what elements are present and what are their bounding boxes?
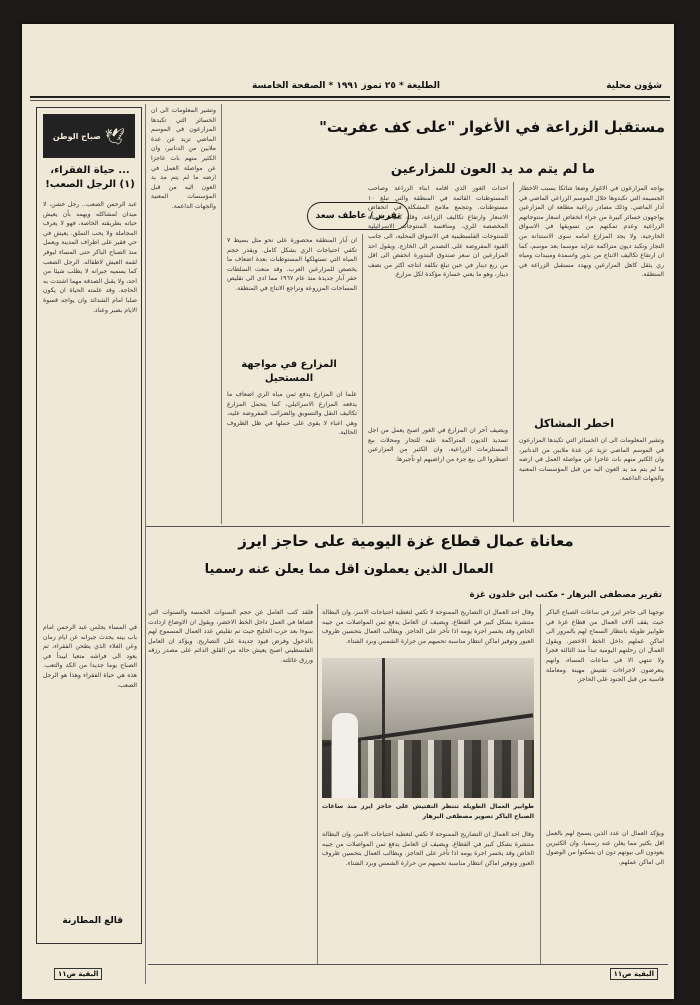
column-separator	[513, 182, 514, 522]
header-rule-thin	[30, 100, 670, 101]
columnist-logo	[43, 114, 135, 158]
story1-column-3: ان آبار المنطقة محصورة على نحو مثل بسيط ٧ تكفي احتياجات الري بشكل كامل. ويقدر حجم المياه التي تستهلكها المستوطنات بعدة اضعاف ما يخصص للمزارعين العرب. وقد منعت السلطات حفر آبار جديدة منذ عام ١٩٦٧ مما ادى الى تقليص المساحات المزروعة وتراجع الانتاج في المنطقة.	[227, 237, 357, 292]
story2-column-left: فلقد كتب العامل عن حجم السنوات الخمسة والسنوات التي قضاها في العمل داخل الخط الاخضر، ويقول ان الاوضاع ازدادت سوءا بعد حرب الخليج حيث تم تقليص عدد العمال المسموح لهم بالدخول وفرض قيود جديدة على التصاريح. ويؤكد ان العامل الفلسطيني اصبح يعيش حالة من القلق الدائم على مصدر رزقه ورزق عائلته.	[148, 609, 313, 664]
column-separator	[221, 104, 222, 524]
columnist-logo-text: صباح الوطن	[52, 131, 101, 141]
columnist-box	[36, 107, 142, 944]
column-separator	[540, 604, 541, 964]
continued-right: البقية ص١١	[610, 968, 658, 980]
story2-column-mid-bottom: وقال احد العمال ان التصاريح الممنوحة لا تكفي لتغطية احتياجات الاسر، وان البطالة منتشرة بشكل كبير في القطاع. ويضيف ان العامل يدفع ثمن المواصلات من جيبه الخاص وقد يخسر اجرة يومه اذا تأخر على الحاجز. ويطالب العمال بتحسين ظروف العبور وتوفير اماكن انتظار مناسبة تحميهم من حرارة الشمس وبرد الشتاء.	[322, 831, 534, 867]
newspaper-page	[22, 24, 674, 999]
story1-subheading-farmer	[234, 358, 344, 386]
story1-column-1b: وتشير المعلومات الى ان الخسائر التي تكبدها المزارعون في الموسم الماضي تزيد عن عدة ملايين من الدنانير، وان الكثير منهم بات عاجزا عن مواصلة العمل في ارضه ما لم يتم مد يد العون اليه من قبل المؤسسات المعنية والجهات الداعمة.	[519, 437, 664, 483]
dove-icon: 🕊	[104, 126, 126, 146]
story2-subhead: العمال الذين يعملون اقل مما يعلن عنه رسميا	[204, 562, 494, 577]
column-separator	[362, 234, 363, 524]
columnist-body-2: في المساء يجلس عبد الرحمن امام باب بيته يحدث جيرانه عن ايام زمان وعن الغلاء الذي يطحن الفقراء، ثم يعود الى فراشه متعبا ليبدأ في الصباح يوما جديدا من الكد والتعب. هذه هي حياة الفقراء وهذا هو الرجل الصعب.	[43, 624, 137, 689]
story2-byline: تقرير مصطفى البرهار - مكتب ابن خلدون غزة	[469, 590, 662, 600]
continued-left: البقية ص١١	[54, 968, 102, 980]
story1-headline: مستقبل الزراعة في الأغوار "على كف عفريت"	[319, 118, 665, 136]
story1-column-3b: علما ان المزارع يدفع ثمن مياه الري اضعاف ما يدفعه المزارع الاسرائيلي، كما يتحمل المزارع تكاليف النقل والتسويق والضرائب المفروضة عليه، وهي اعباء لا يقوى على حملها في ظل الظروف الحالية.	[227, 391, 357, 437]
columnist-author: قالع المطارنة	[62, 916, 123, 926]
story2-column-right: توجهنا الى حاجز ايرز في ساعات الصباح الباكر حيث يقف آلاف العمال من قطاع غزة في طوابير طويلة بانتظار السماح لهم بالمرور الى اماكن عملهم داخل الخط الاخضر. ويقول العمال ان رحلتهم اليومية تبدأ منذ الثالثة فجرا ولا تنتهي الا في ساعات المساء، وانهم يتعرضون لاجراءات تفتيش مهينة ومعاملة قاسية من قبل الجنود على الحاجز.	[546, 609, 664, 684]
paper-date-line: الطليعة * ٢٥ تموز ١٩٩١ * الصفحة الخامسة	[252, 81, 440, 91]
header-rule	[30, 96, 670, 98]
column-separator	[317, 604, 318, 964]
story2-column-mid-top: وقال احد العمال ان التصاريح الممنوحة لا تكفي لتغطية احتياجات الاسر، وان البطالة منتشرة بشكل كبير في القطاع. ويضيف ان العامل يدفع ثمن المواصلات من جيبه الخاص وقد يخسر اجرة يومه اذا تأخر على الحاجز. ويطالب العمال بتحسين ظروف العبور وتوفير اماكن انتظار مناسبة تحميهم من حرارة الشمس وبرد الشتاء.	[322, 609, 534, 645]
story2-headline: معاناة عمال قطاع غزة اليومية على حاجز ايرز	[238, 532, 574, 550]
byline-text: تقرير / عاطف سعد	[315, 211, 401, 221]
story1-subheading-problems: اخطر المشاكل	[534, 417, 614, 430]
story1-subhead: ما لم يتم مد يد العون للمزارعين	[390, 162, 596, 177]
story1-column-2: احداث الغور الذي اقامه ابناء الزراعة وصاحب المستوطنات القائمة في المنطقة والتي تبلغ ١٠ مستوطنات. وتتجمع ملامح المشكلة في انخفاض الاسعار وارتفاع تكاليف الزراعة، وقلة كميات المياه المخصصة للري، ومنافسة المنتوجات الاسرائيلية للمنتوجات الفلسطينية في الاسواق المحلية، الى جانب القيود المفروضة على التصدير الى الخارج. ويقول احد المزارعين ان سعر صندوق البندورة انخفض الى اقل من ربع دينار في حين تبلغ تكلفة انتاجه اكثر من نصف دينار، وهو ما يعني خسارة مؤكدة لكل مزارع.	[368, 185, 508, 279]
workers-photo	[322, 658, 534, 798]
story1-column-2b: ويضيف آخر ان المزارع في الغور اصبح يعمل من اجل تسديد الديون المتراكمة عليه للتجار ومحلات بيع المستلزمات الزراعية، وان الكثير من المزارعين اضطروا الى بيع جزء من اراضيهم او تأجيرها.	[368, 427, 508, 463]
story2-top-rule	[146, 526, 670, 527]
footer-rule	[148, 964, 668, 965]
columnist-title: ... حياة الفقراء، (١) الرجل الصعب!	[45, 165, 135, 190]
farmer-subheading-text: المزارع في مواجهة المستحيل	[241, 359, 337, 384]
photo-foreground	[332, 713, 358, 798]
columnist-body: عبد الرحمن الصعب.. رجل خشن، لا ميدان لمشاكله ويهمه بأن يعيش حياته بطريقته الخاصة، فهو لا يعرف المجاملة ولا يحب التملق. يعيش في حي فقير على اطراف المدينة ويعمل منذ الصباح الباكر حتى المساء ليوفر لقمة العيش لاطفاله. الرجل الصعب كما يسميه جيرانه لا يطلب شيئا من احد، ولا يقبل الصدقة مهما اشتدت به الحاجة. وقد علمته الحياة ان يكون صلبا امام الشدائد وان يواجه قسوة الايام بصبر وعناد.	[43, 201, 137, 314]
photo-caption: طوابير العمال الطويلة تنتظر التفتيش على حاجز ايرز منذ ساعات الصباح الباكر تصوير مصطفى البرهار	[322, 803, 534, 820]
story1-column-1: يواجه المزارعون في الاغوار وضعا شائكا بسبب الاخطار الجسيمة التي تكبدوها خلال الموسم الزراعي الماضي في آذار الماضي. وذلك مصادر زراعية مطلعة ان المزارعين يواجهون خسائر كبيرة من جراء انخفاض اسعار منتوجاتهم الزراعية وعدم تمكنهم من تسويقها في الاسواق الخارجية، ولا يجد المزارع امامه سوى الاستدانة من التجار وتكبد ديون متراكمة تتزايد موسما بعد موسم، كما ان ارتفاع تكاليف الانتاج من بذور واسمدة ومبيدات ومياه ري يثقل كاهل المزارعين ويهدد مستقبل الزراعة في المنطقة.	[519, 185, 664, 279]
story2-column-right-b: ويؤكد العمال ان عدد الذين يسمح لهم بالعمل اقل بكثير مما يعلن عنه رسميا، وان الكثيرين يعودون الى بيوتهم دون ان يتمكنوا من الوصول الى اماكن عملهم.	[546, 830, 664, 866]
section-label: شؤون محلية	[606, 81, 662, 91]
story1-column-4: وتشير المعلومات الى ان الخسائر التي تكبدها المزارعون في الموسم الماضي تزيد عن عدة ملايين من الدنانير، وان الكثير منهم بات عاجزا عن مواصلة العمل في ارضه ما لم يتم مد يد العون اليه من قبل المؤسسات المعنية والجهات الداعمة.	[151, 107, 216, 210]
